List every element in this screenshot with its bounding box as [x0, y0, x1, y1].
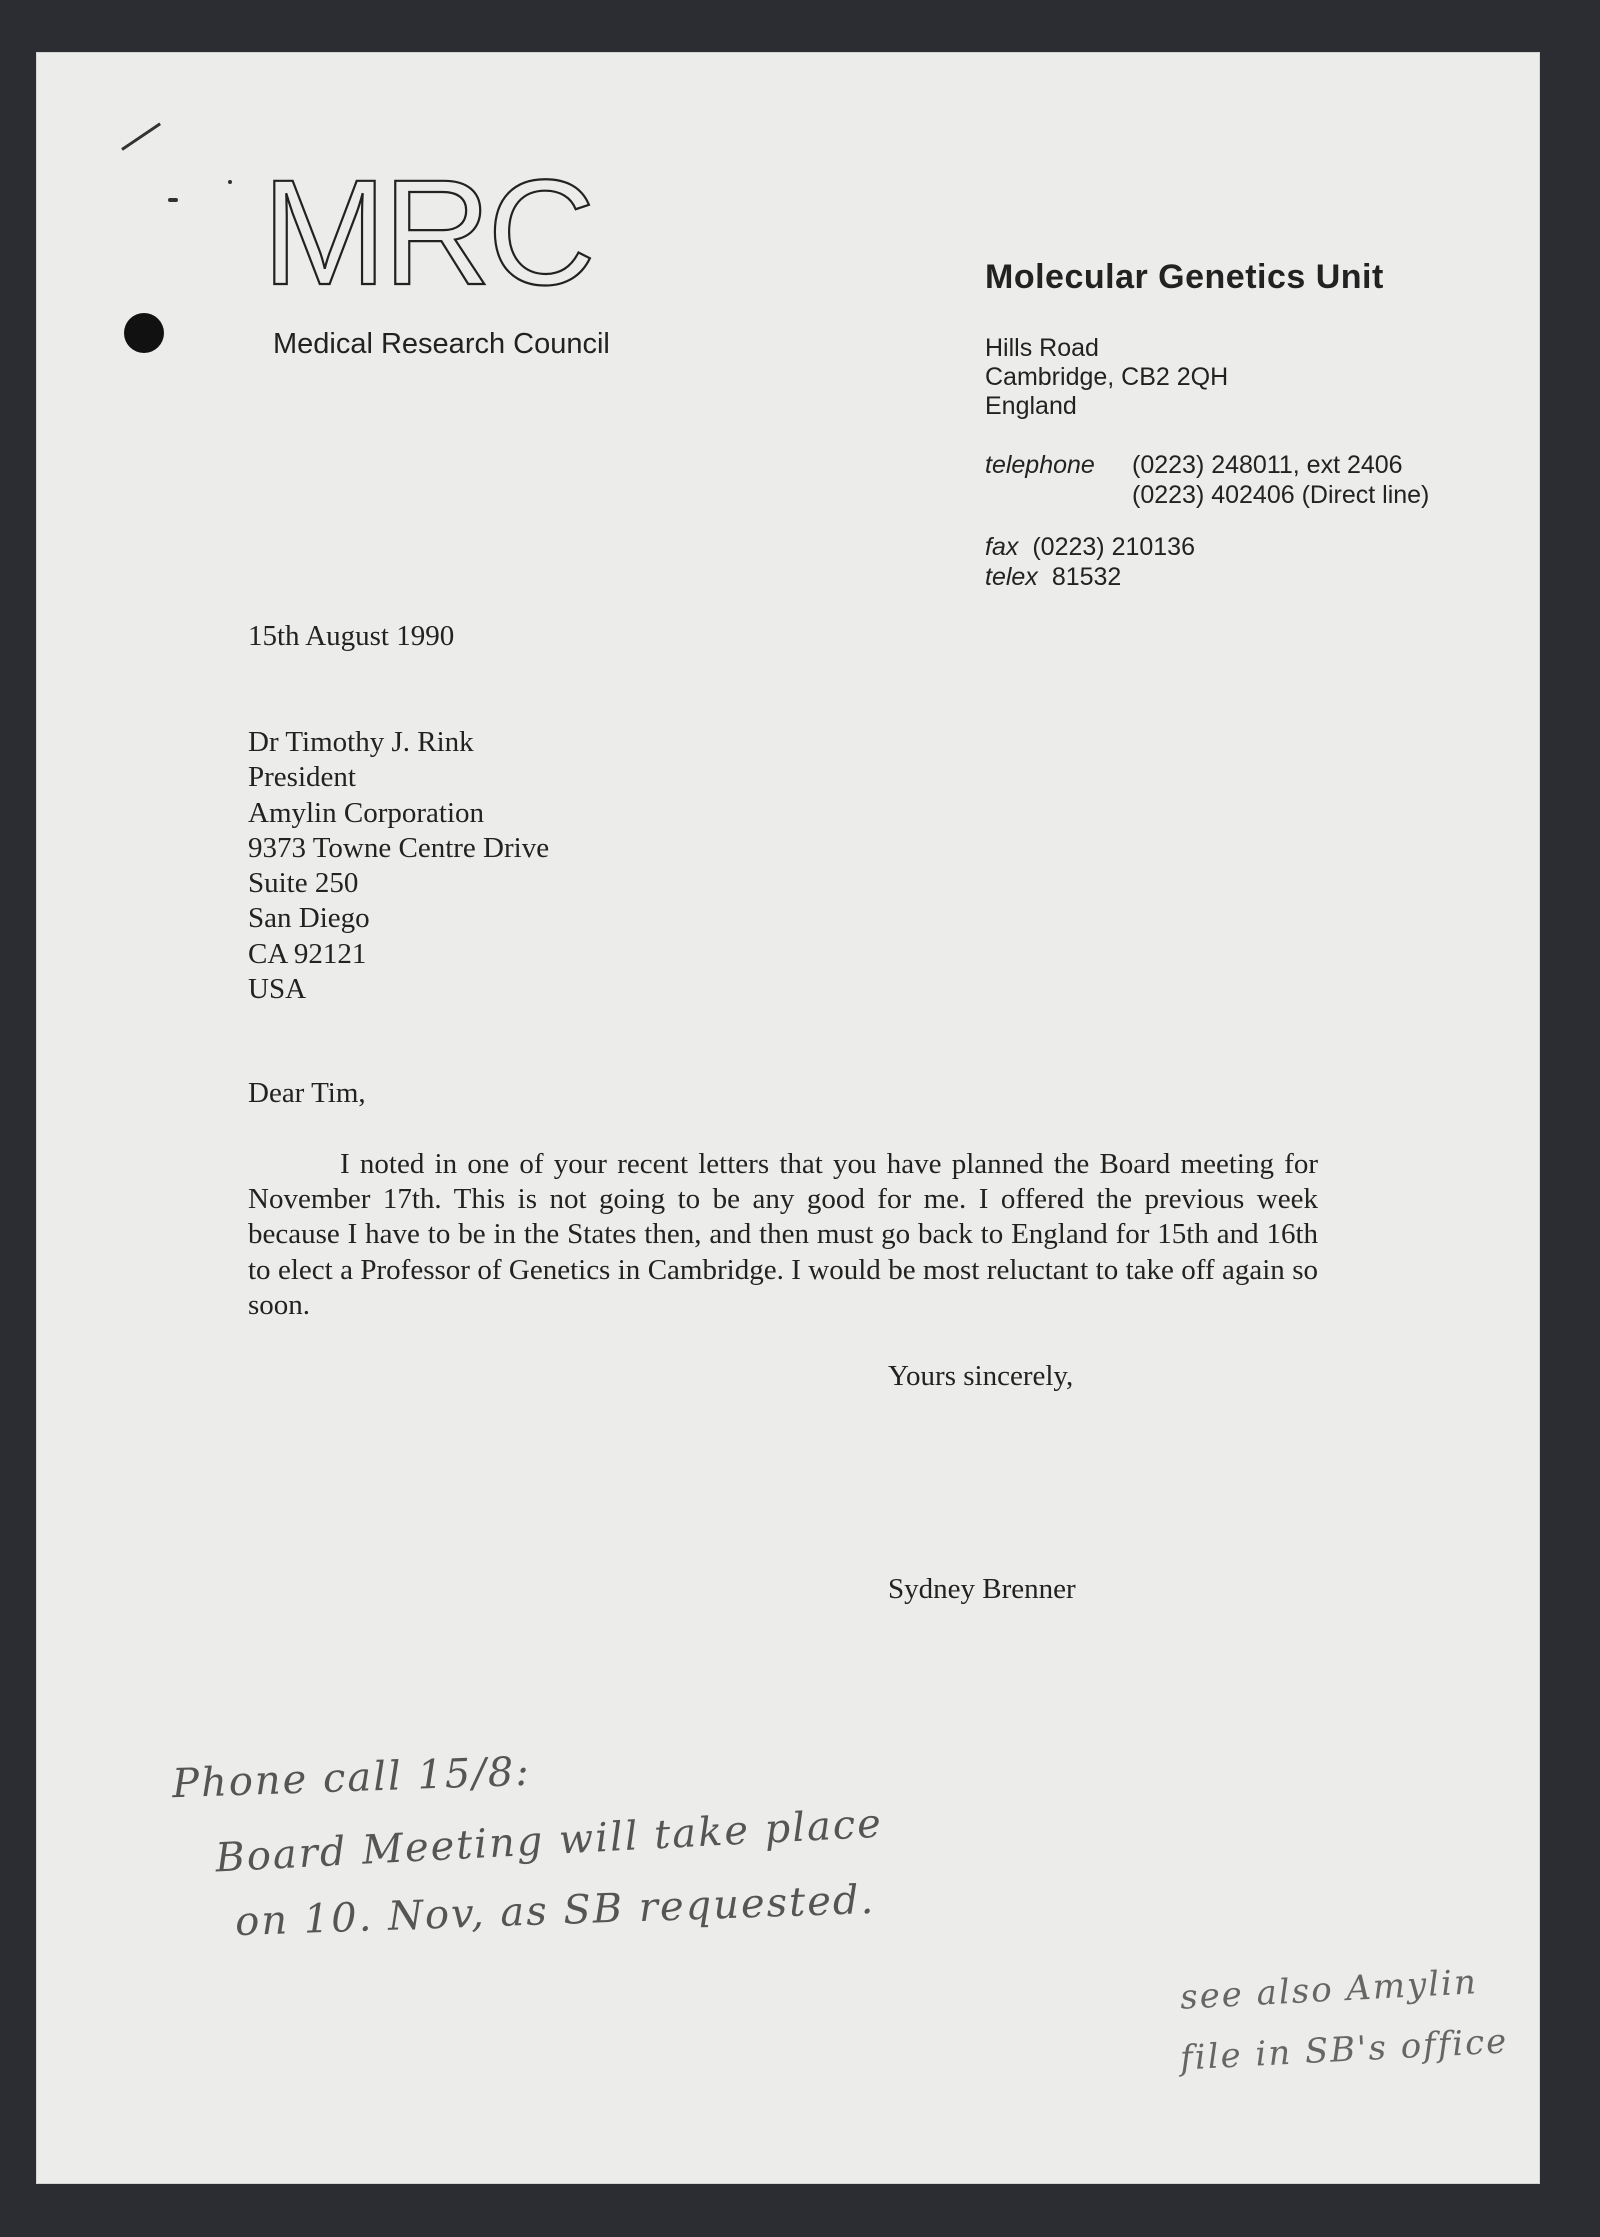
fax-telex-block [985, 532, 1195, 592]
mrc-logo [262, 162, 622, 307]
letter-date: 15th August 1990 [248, 620, 455, 652]
handwritten-note: on 10. Nov, as SB requested. [234, 1876, 876, 1946]
telex-number: 81532 [1051, 563, 1122, 591]
handwritten-side-note: see also Amylin [1179, 1962, 1479, 2018]
closing: Yours sincerely, [888, 1360, 1074, 1392]
recipient-line: Amylin Corporation [248, 796, 485, 829]
handwritten-side-note: file in SB's office [1179, 2021, 1510, 2079]
recipient-line: 9373 Towne Centre Drive [248, 831, 550, 864]
recipient-line: USA [248, 973, 307, 1006]
pencil-mark [168, 198, 178, 202]
pencil-mark [121, 123, 161, 151]
signer-name: Sydney Brenner [888, 1573, 1076, 1605]
recipient-address [248, 725, 549, 1007]
fax-label: fax [985, 533, 1019, 561]
telephone-number: (0223) 248011, ext 2406 [1132, 451, 1403, 479]
handwritten-note: Board Meeting will take place [214, 1800, 884, 1882]
pencil-mark [228, 180, 232, 184]
unit-address [985, 334, 1228, 421]
recipient-line: CA 92121 [248, 937, 367, 970]
recipient-line: San Diego [248, 902, 370, 935]
letter-body: I noted in one of your recent letters that you have planned the Board meeting for November 17th. This is not going to be any good for me. I offered the previous week because I have to be in the States then, and then must go back to England for 15th and 16th to elect a Professor of Genetics in Cambridge. I would be most reluctant to take off again so soon. [248, 1148, 1318, 1321]
recipient-line: President [248, 761, 356, 794]
telephone-block [985, 450, 1429, 510]
punch-hole [124, 313, 164, 353]
salutation: Dear Tim, [248, 1077, 366, 1109]
handwritten-note: Phone call 15/8: [171, 1748, 532, 1808]
telex-label: telex [985, 563, 1038, 591]
fax-number: (0223) 210136 [1032, 533, 1195, 561]
telephone-label: telephone [985, 451, 1095, 479]
telephone-number: (0223) 402406 (Direct line) [1132, 481, 1430, 509]
unit-name: Molecular Genetics Unit [985, 258, 1384, 296]
recipient-line: Dr Timothy J. Rink [248, 726, 474, 758]
address-line: England [985, 392, 1077, 420]
mrc-logo-text: MRC [262, 162, 592, 302]
council-name: Medical Research Council [273, 328, 610, 360]
address-line: Hills Road [985, 334, 1099, 362]
recipient-line: Suite 250 [248, 867, 359, 900]
address-line: Cambridge, CB2 2QH [985, 363, 1229, 391]
